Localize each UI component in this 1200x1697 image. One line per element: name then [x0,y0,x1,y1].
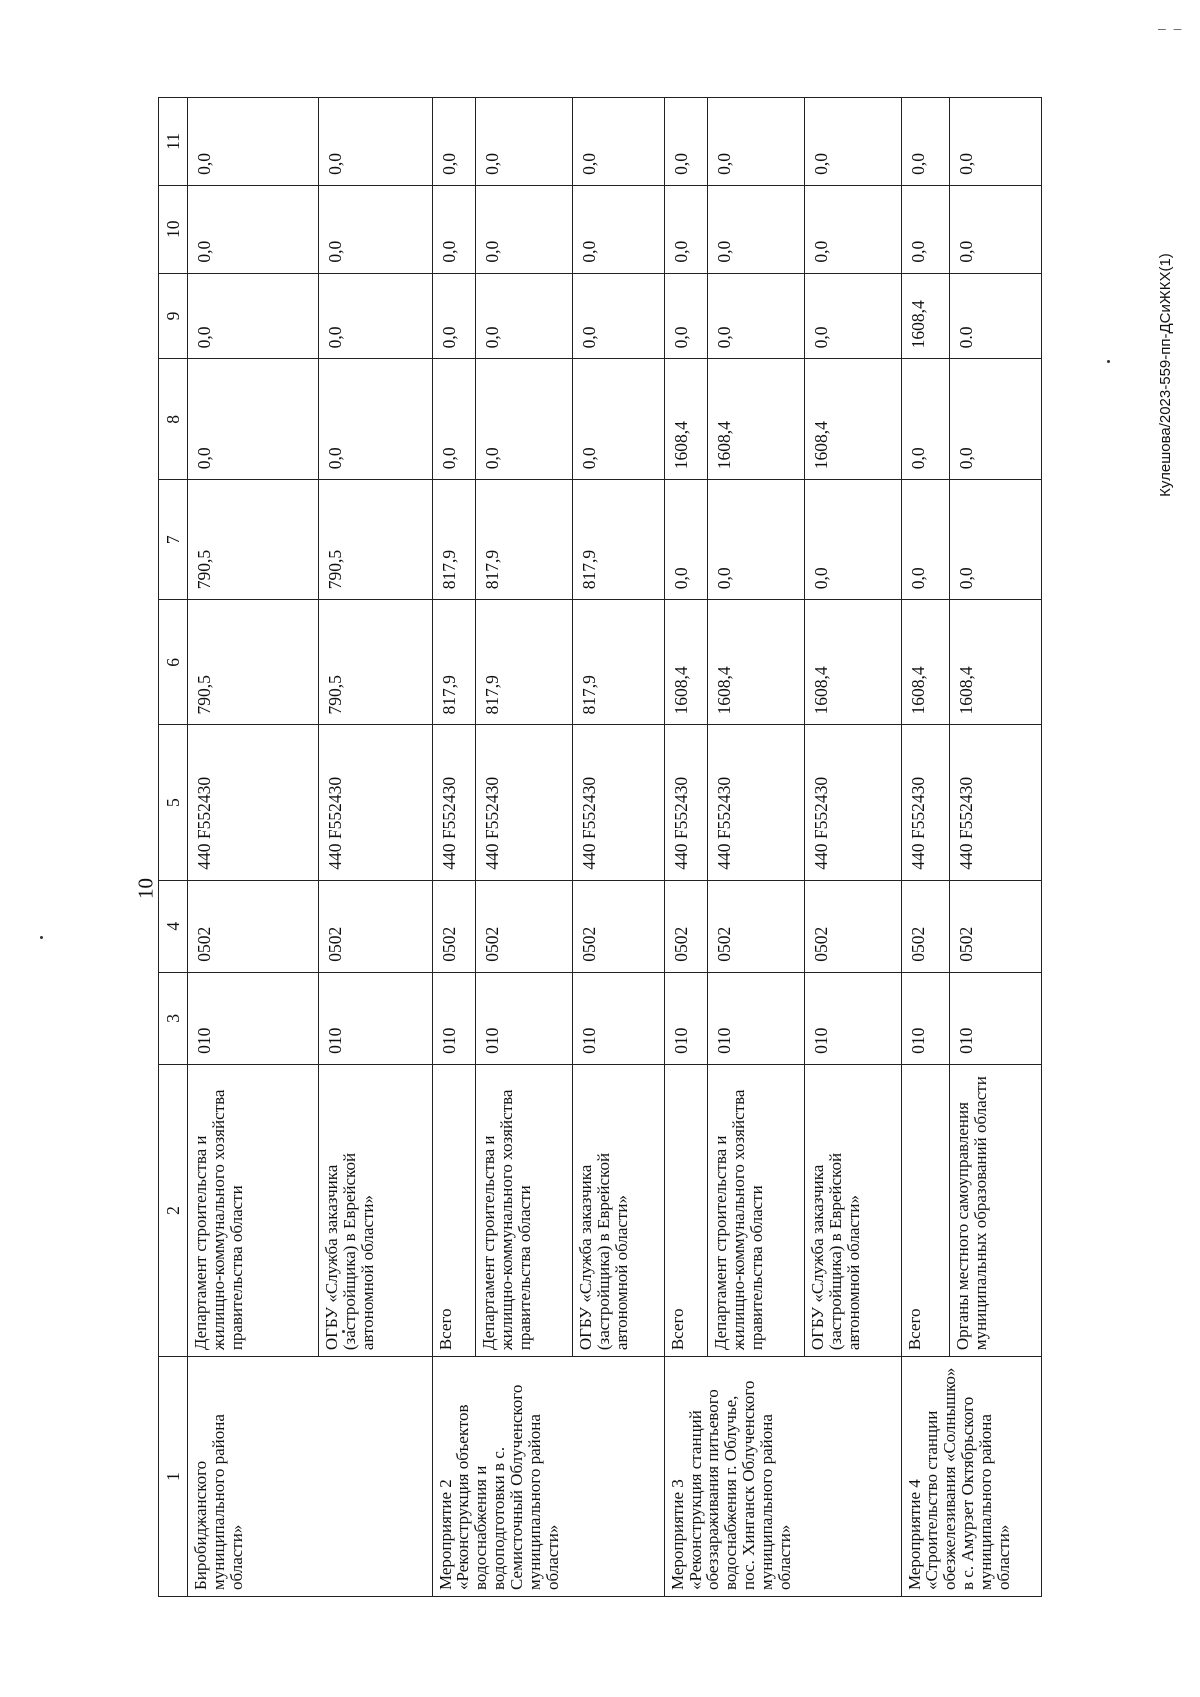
value-cell: 0,0 [901,359,950,480]
column-header: 9 [159,273,188,359]
column-header: 5 [159,725,188,880]
column-header: 7 [159,480,188,600]
value-cell: 010 [950,972,1042,1064]
executor-cell: Всего [664,1064,708,1356]
value-cell: 1608,4 [708,359,805,480]
value-cell: 0,0 [188,185,319,273]
value-cell: 0,0 [318,98,432,186]
value-cell: 440 F552430 [476,725,573,880]
table-header-row [159,98,188,1597]
value-cell: 010 [572,972,664,1064]
value-cell: 817,9 [572,600,664,725]
value-cell: 790,5 [188,600,319,725]
value-cell: 1608,4 [664,359,708,480]
document-code: Кулешова/2023-559-пп-ДСиЖКХ(1) [1157,253,1174,497]
value-cell: 0502 [188,880,319,972]
value-cell: 010 [664,972,708,1064]
executor-cell: Органы местного самоуправления муниципальных образований области [950,1064,1042,1356]
value-cell: 1608,4 [950,600,1042,725]
executor-cell: Департамент строительства и жилищно-коммунального хозяйства правительства области [188,1064,319,1356]
value-cell: 0,0 [476,98,573,186]
value-cell: 0.0 [950,273,1042,359]
value-cell: 0,0 [572,359,664,480]
value-cell: 0,0 [804,273,901,359]
value-cell: 0,0 [432,98,476,186]
value-cell: 817,9 [476,480,573,600]
value-cell: 0,0 [950,359,1042,480]
value-cell: 0502 [432,880,476,972]
value-cell: 440 F552430 [572,725,664,880]
value-cell: 0,0 [188,98,319,186]
column-header: 11 [159,98,188,186]
column-header: 10 [159,185,188,273]
budget-table [158,97,1042,1597]
value-cell: 010 [188,972,319,1064]
column-header: 3 [159,972,188,1064]
value-cell: 0,0 [950,480,1042,600]
value-cell: 0,0 [432,359,476,480]
column-header: 8 [159,359,188,480]
value-cell: 0502 [901,880,950,972]
scan-speck [1107,360,1110,363]
table-row [901,98,950,1597]
column-header: 4 [159,880,188,972]
value-cell: 0502 [804,880,901,972]
value-cell: 0,0 [708,98,805,186]
value-cell: 0,0 [476,273,573,359]
value-cell: 440 F552430 [318,725,432,880]
value-cell: 790,5 [188,480,319,600]
value-cell: 0,0 [476,185,573,273]
executor-cell: ОГБУ «Служба заказчика (застройщика) в Еврейской автономной области» [318,1064,432,1356]
value-cell: 0,0 [318,185,432,273]
value-cell: 0,0 [804,185,901,273]
value-cell: 817,9 [432,600,476,725]
measure-label-cell: Мероприятие 2 «Реконструкция объектов водоснабжения и водоподготовки в с. Семисточный Облученского муниципального района области» [432,1357,664,1597]
value-cell: 0,0 [708,273,805,359]
page-number: 10 [133,878,158,899]
corner-mark: – – [1158,20,1184,36]
value-cell: 790,5 [318,480,432,600]
value-cell: 1608,4 [901,600,950,725]
value-cell: 010 [432,972,476,1064]
executor-cell: Департамент строительства и жилищно-коммунального хозяйства правительства области [476,1064,573,1356]
column-header: 2 [159,1064,188,1356]
column-header: 6 [159,600,188,725]
value-cell: 0,0 [188,273,319,359]
value-cell: 817,9 [572,480,664,600]
table-row [664,98,708,1597]
value-cell: 0,0 [318,359,432,480]
executor-cell: Всего [432,1064,476,1356]
value-cell: 1608,4 [804,600,901,725]
value-cell: 0,0 [708,480,805,600]
value-cell: 440 F552430 [432,725,476,880]
value-cell: 440 F552430 [708,725,805,880]
value-cell: 0,0 [572,273,664,359]
table-row [188,98,319,1597]
value-cell: 0,0 [950,98,1042,186]
executor-cell: Департамент строительства и жилищно-коммунального хозяйства правительства области [708,1064,805,1356]
value-cell: 010 [476,972,573,1064]
value-cell: 010 [804,972,901,1064]
value-cell: 440 F552430 [188,725,319,880]
measure-label-cell: Биробиджанского муниципального района области» [188,1357,432,1597]
value-cell: 0,0 [318,273,432,359]
value-cell: 817,9 [432,480,476,600]
value-cell: 0,0 [572,98,664,186]
value-cell: 440 F552430 [950,725,1042,880]
value-cell: 0,0 [950,185,1042,273]
value-cell: 010 [318,972,432,1064]
value-cell: 440 F552430 [804,725,901,880]
value-cell: 0,0 [901,185,950,273]
value-cell: 1608,4 [901,273,950,359]
scan-speck [40,936,43,939]
executor-cell: ОГБУ «Служба заказчика (застройщика) в Еврейской автономной области» [572,1064,664,1356]
value-cell: 010 [901,972,950,1064]
value-cell: 0502 [476,880,573,972]
value-cell: 1608,4 [708,600,805,725]
table-body [188,98,1042,1597]
value-cell: 0502 [708,880,805,972]
value-cell: 0502 [950,880,1042,972]
value-cell: 010 [708,972,805,1064]
executor-cell: ОГБУ «Служба заказчика (застройщика) в Еврейской автономной области» [804,1064,901,1356]
value-cell: 1608,4 [804,359,901,480]
value-cell: 0,0 [664,185,708,273]
value-cell: 0,0 [188,359,319,480]
value-cell: 440 F552430 [664,725,708,880]
value-cell: 0,0 [432,185,476,273]
value-cell: 1608,4 [664,600,708,725]
executor-cell: Всего [901,1064,950,1356]
value-cell: 0,0 [901,480,950,600]
budget-table-rotated [158,97,1042,1597]
value-cell: 0,0 [804,98,901,186]
value-cell: 790,5 [318,600,432,725]
value-cell: 0,0 [708,185,805,273]
value-cell: 440 F552430 [901,725,950,880]
value-cell: 0502 [572,880,664,972]
value-cell: 0,0 [804,480,901,600]
value-cell: 0,0 [664,273,708,359]
value-cell: 0,0 [664,98,708,186]
table-row [432,98,476,1597]
value-cell: 0502 [318,880,432,972]
value-cell: 0,0 [476,359,573,480]
value-cell: 0,0 [432,273,476,359]
value-cell: 817,9 [476,600,573,725]
measure-label-cell: Мероприятие 3 «Реконструкция станций обеззараживания питьевого водоснабжения г. Облучье, пос. Хинганск Облученского муниципального района области» [664,1357,901,1597]
value-cell: 0,0 [901,98,950,186]
column-header: 1 [159,1357,188,1597]
value-cell: 0,0 [572,185,664,273]
value-cell: 0,0 [664,480,708,600]
value-cell: 0502 [664,880,708,972]
measure-label-cell: Мероприятие 4 «Строительство станции обезжелезивания «Солнышко» в с. Амурзет Октябрьского муниципального района области» [901,1357,1041,1597]
